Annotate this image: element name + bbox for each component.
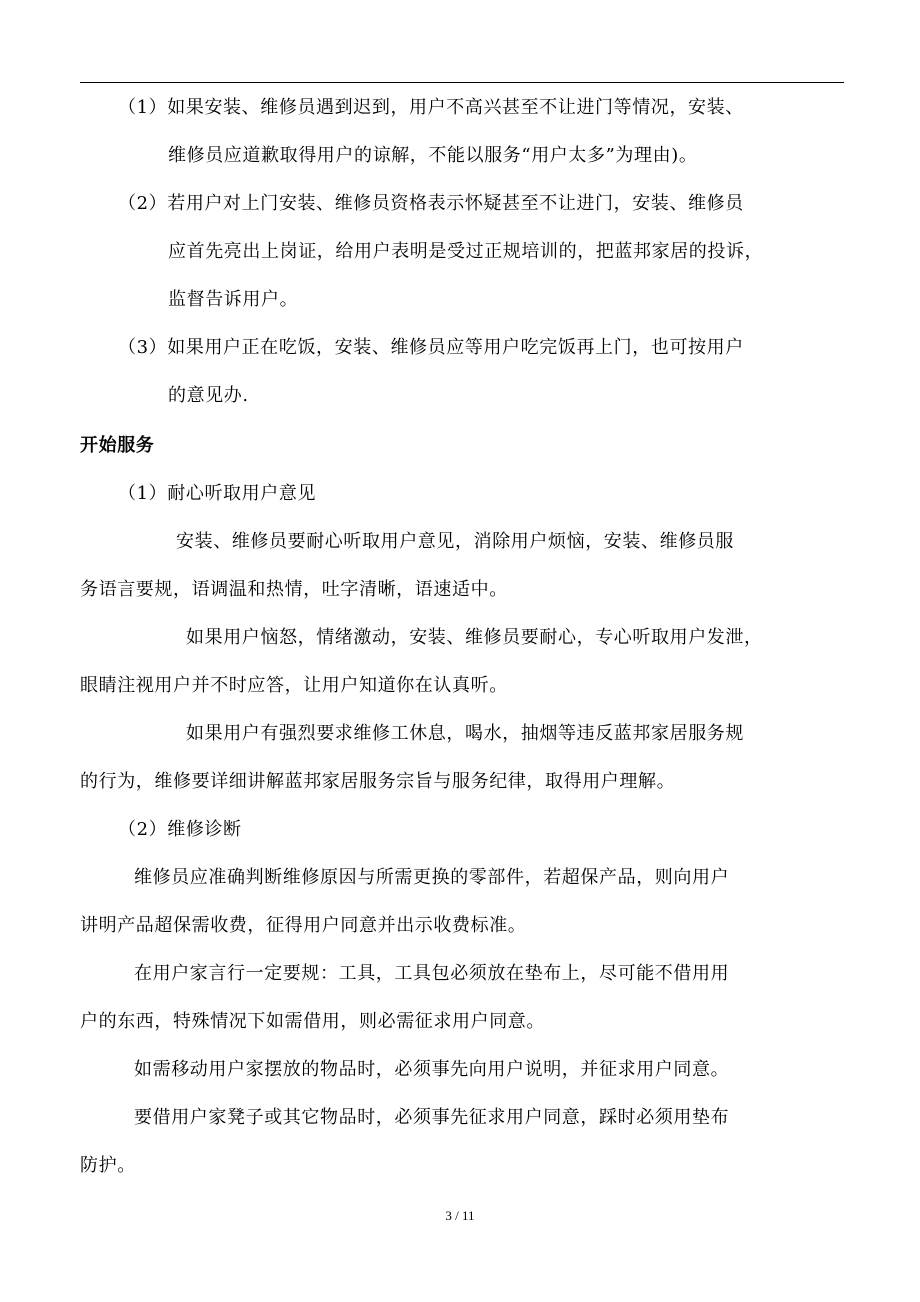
- text-line: 讲明产品超保需收费，征得用户同意并出示收费标准。: [80, 915, 527, 936]
- text-line: 维修员应道歉取得用户的谅解，不能以服务“用户太多”为理由)。: [168, 145, 698, 166]
- subsection-heading: （2）维修诊断: [118, 819, 242, 840]
- text-line: 的意见办.: [168, 385, 249, 406]
- text-line: 应首先亮出上岗证，给用户表明是受过正规培训的，把蓝邦家居的投诉，: [168, 241, 764, 262]
- text-line: 如果用户恼怒，情绪激动，安装、维修员要耐心，专心听取用户发泄，: [186, 627, 763, 648]
- text-line: 在用户家言行一定要规：工具，工具包必须放在垫布上，尽可能不借用用: [134, 963, 730, 984]
- header-rule: [80, 82, 844, 83]
- subsection-heading: （1）耐心听取用户意见: [118, 483, 317, 504]
- text-line: 要借用户家凳子或其它物品时，必须事先征求用户同意，踩时必须用垫布: [134, 1107, 730, 1128]
- text-line: 如需移动用户家摆放的物品时，必须事先向用户说明，并征求用户同意。: [134, 1059, 730, 1080]
- text-line: 监督告诉用户。: [168, 289, 299, 310]
- page-number: 3 / 11: [445, 1208, 475, 1223]
- text-line: （1）如果安装、维修员遇到迟到，用户不高兴甚至不让进门等情况，安装、: [118, 97, 744, 118]
- text-line: 安装、维修员要耐心听取用户意见，消除用户烦恼，安装、维修员服: [176, 531, 734, 552]
- text-line: 务语言要规，语调温和热情，吐字清晰，语速适中。: [80, 579, 508, 600]
- text-line: （2）若用户对上门安装、维修员资格表示怀疑甚至不让进门，安装、维修员: [118, 193, 744, 214]
- text-line: 的行为，维修要详细讲解蓝邦家居服务宗旨与服务纪律，取得用户理解。: [80, 771, 676, 792]
- section-heading: 开始服务: [80, 435, 155, 456]
- text-line: 防护。: [80, 1155, 136, 1176]
- text-line: 户的东西，特殊情况下如需借用，则必需征求用户同意。: [80, 1011, 545, 1032]
- text-line: （3）如果用户正在吃饭，安装、维修员应等用户吃完饭再上门，也可按用户: [118, 337, 744, 358]
- text-line: 维修员应准确判断维修原因与所需更换的零部件，若超保产品，则向用户: [134, 867, 730, 888]
- text-line: 眼睛注视用户并不时应答，让用户知道你在认真听。: [80, 675, 508, 696]
- text-line: 如果用户有强烈要求维修工休息，喝水，抽烟等违反蓝邦家居服务规: [186, 723, 744, 744]
